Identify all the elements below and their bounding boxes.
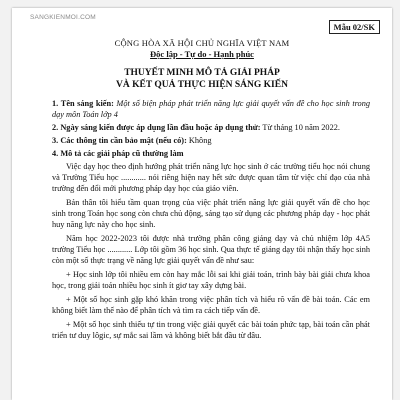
paragraph-3: Năm học 2022-2023 tôi được nhà trường phân công giảng dạy và chủ nhiệm lớp 4A5 trường Tiểu học ............ Lớp tôi gồm 36 học sinh. Qua thực tế giảng dạy tôi nhận thấy học sinh còn một số thực trạng về năng lực giải quyết vấn đề như sau: <box>52 234 370 265</box>
source-watermark: SANGKIENMOI.COM <box>30 14 96 21</box>
paragraph-1: Việc dạy học theo định hướng phát triển năng lực học sinh ở các trường tiểu học nói chung và Trường Tiểu học ............ nói riêng hiện nay hết sức được quan tâm từ việc chỉ đạo của nhà trường đến đổi mới phương pháp dạy học của giáo viên. <box>52 162 370 193</box>
title-line-2: VÀ KẾT QUẢ THỰC HIỆN SÁNG KIẾN <box>116 80 288 90</box>
title-line-1: THUYẾT MINH MÔ TẢ GIẢI PHÁP <box>124 68 280 78</box>
paragraph-2: Bản thân tôi hiểu tầm quan trọng của việc phát triển năng lực giải quyết vấn đề cho học sinh trong Toán học song còn chưa chủ động, sáng tạo sử dụng các phương pháp dạy - học phát huy năng lực này cho học sinh. <box>52 198 370 229</box>
document-body <box>52 98 370 344</box>
section-3 <box>52 135 370 146</box>
form-code-box: Mẫu 02/SK <box>329 20 380 34</box>
section-1-label: Tên sáng kiến: <box>60 99 114 108</box>
section-1-number: 1. <box>52 99 59 108</box>
section-4-label: Mô tả các giải pháp cũ thường làm <box>60 149 184 158</box>
section-2 <box>52 122 370 133</box>
section-2-label: Ngày sáng kiến được áp dụng lần đầu hoặc áp dụng thử: <box>60 123 261 132</box>
section-1 <box>52 98 370 120</box>
motto-header <box>12 49 392 59</box>
section-4 <box>52 148 370 159</box>
paragraph-5: + Một số học sinh gặp khó khăn trong việc phân tích và hiểu rõ vấn đề bài toán. Các em không biết làm thế nào để phân tích và tìm ra cách tiếp vấn đề. <box>52 295 370 315</box>
section-2-value: Từ tháng 10 năm 2022. <box>262 123 340 132</box>
section-4-number: 4. <box>52 149 59 158</box>
country-header: CỘNG HÒA XÃ HỘI CHỦ NGHĨA VIỆT NAM <box>114 38 290 48</box>
section-2-number: 2. <box>52 123 59 132</box>
section-1-value: Một số biện pháp phát triển năng lực giải quyết vấn đề cho học sinh trong dạy môn Toán lớp 4 <box>52 99 370 119</box>
section-3-label: Các thông tin cần bảo mật (nếu có): <box>60 136 187 145</box>
paragraph-6: + Một số học sinh thiếu tự tin trong việc giải quyết các bài toán phức tạp, bài toán cần phát triển tư duy lôgic, sự mắc sai lầm và không biết bắt đầu từ đâu. <box>52 320 370 340</box>
document-page <box>12 8 392 400</box>
paragraph-4: + Học sinh lớp tôi nhiều em còn hay mắc lỗi sai khi giải toán, trình bày bài giải chưa khoa học, trong giải toán nhiều học sinh ít giơ tay xây dựng bài. <box>52 270 370 290</box>
section-3-number: 3. <box>52 136 59 145</box>
section-3-value: Không <box>188 136 212 145</box>
motto-text: Độc lập - Tự do - Hạnh phúc <box>150 49 254 59</box>
